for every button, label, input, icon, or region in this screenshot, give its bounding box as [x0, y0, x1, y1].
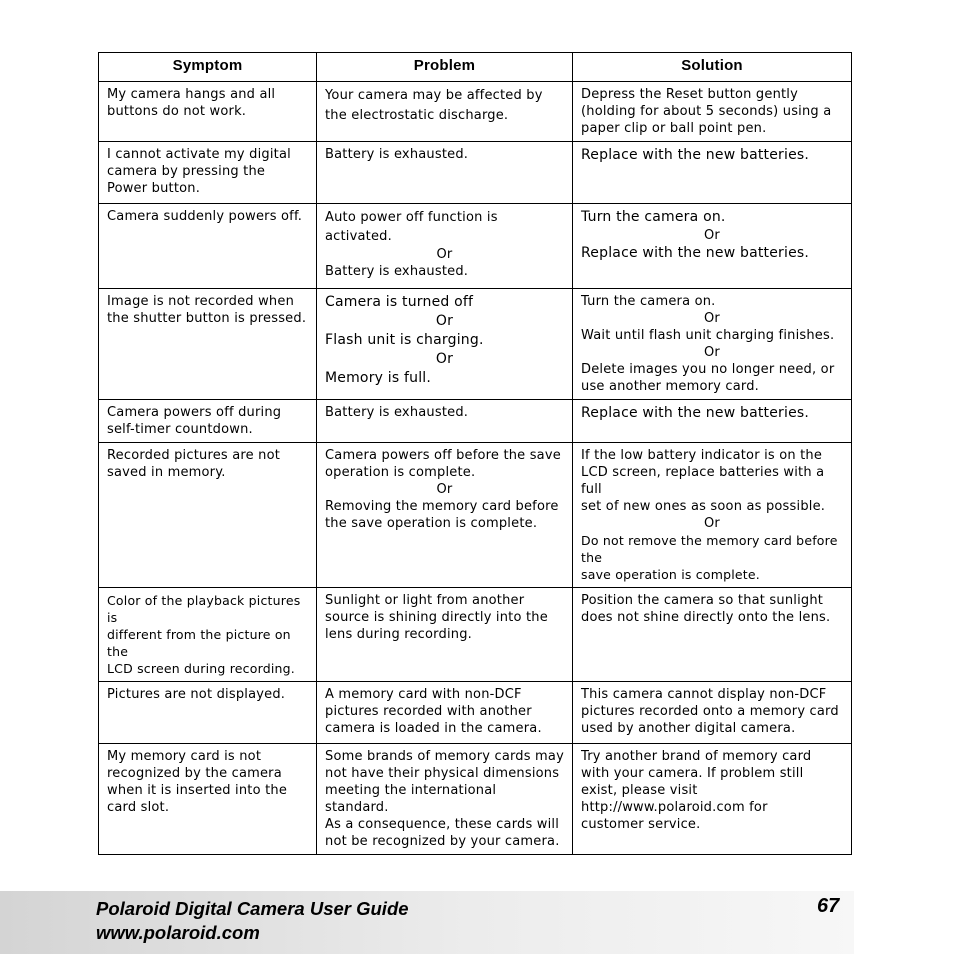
solution-line: Replace with the new batteries. [581, 405, 810, 421]
symptom-cell [99, 443, 317, 588]
symptom-line: Image is not recorded when [107, 294, 295, 309]
solution-line: Do not remove the memory card before the [581, 533, 838, 565]
problem-cell [317, 289, 573, 400]
symptom-line: Recorded pictures are not [107, 448, 281, 463]
solution-cell [573, 204, 852, 289]
footer-url: www.polaroid.com [96, 922, 260, 943]
table-row [99, 588, 852, 682]
problem-line: camera is loaded in the camera. [325, 721, 542, 736]
solution-line: (holding for about 5 seconds) using a [581, 104, 832, 119]
problem-line: the save operation is complete. [325, 516, 538, 531]
problem-cell [317, 682, 573, 744]
symptom-cell [99, 204, 317, 289]
problem-line: source is shining directly into the [325, 610, 548, 625]
table-row [99, 443, 852, 588]
problem-line: Auto power off function is [325, 210, 498, 225]
solution-line: paper clip or ball point pen. [581, 121, 767, 136]
solution-line: This camera cannot display non-DCF [581, 687, 827, 702]
solution-line: Try another brand of memory card [581, 749, 812, 764]
problem-line: As a consequence, these cards will [325, 817, 560, 832]
or-separator: Or [435, 313, 454, 329]
solution-cell [573, 142, 852, 204]
table-row [99, 682, 852, 744]
solution-line: exist, please visit [581, 783, 698, 798]
problem-cell [317, 443, 573, 588]
symptom-line: buttons do not work. [107, 104, 247, 119]
problem-cell [317, 400, 573, 443]
symptom-line: saved in memory. [107, 465, 226, 480]
problem-line: Battery is exhausted. [325, 405, 469, 420]
table-row [99, 142, 852, 204]
solution-cell [573, 682, 852, 744]
problem-line: Camera is turned off [325, 294, 474, 310]
solution-line: with your camera. If problem still [581, 766, 804, 781]
solution-line: used by another digital camera. [581, 721, 796, 736]
problem-line: the electrostatic discharge. [325, 108, 509, 123]
symptom-cell [99, 82, 317, 142]
problem-line: Some brands of memory cards may [325, 749, 564, 764]
problem-cell [317, 744, 573, 855]
solution-line: set of new ones as soon as possible. [581, 499, 826, 514]
solution-cell [573, 289, 852, 400]
problem-line: Camera powers off before the save [325, 448, 561, 463]
symptom-cell [99, 744, 317, 855]
solution-cell [573, 400, 852, 443]
solution-line: If the low battery indicator is on the [581, 448, 823, 463]
problem-line: pictures recorded with another [325, 704, 532, 719]
symptom-line: when it is inserted into the [107, 783, 288, 798]
solution-line: Turn the camera on. [581, 294, 716, 309]
problem-line: Sunlight or light from another [325, 593, 525, 608]
problem-cell [317, 82, 573, 142]
header-solution: Solution [573, 53, 852, 82]
problem-line: meeting the international standard. [325, 783, 497, 815]
problem-cell [317, 204, 573, 289]
problem-line: operation is complete. [325, 465, 476, 480]
header-problem: Problem [317, 53, 573, 82]
symptom-line: Color of the playback pictures is [107, 593, 301, 625]
problem-line: A memory card with non-DCF [325, 687, 522, 702]
problem-line: not be recognized by your camera. [325, 834, 560, 849]
or-separator: Or [704, 228, 720, 243]
problem-line: Flash unit is charging. [325, 332, 484, 348]
or-separator: Or [704, 311, 720, 326]
solution-line: save operation is complete. [581, 567, 760, 582]
table-row [99, 204, 852, 289]
solution-cell [573, 443, 852, 588]
problem-cell [317, 588, 573, 682]
table-row [99, 400, 852, 443]
table-header-row [99, 53, 852, 82]
symptom-cell [99, 142, 317, 204]
or-separator: Or [704, 516, 720, 531]
symptom-line: Pictures are not displayed. [107, 687, 286, 702]
or-separator: Or [436, 247, 453, 262]
solution-line: LCD screen, replace batteries with a full [581, 465, 825, 497]
problem-line: Battery is exhausted. [325, 264, 469, 279]
symptom-line: camera by pressing the [107, 164, 266, 179]
problem-line: lens during recording. [325, 627, 472, 642]
solution-line: does not shine directly onto the lens. [581, 610, 831, 625]
table-row [99, 82, 852, 142]
table-row [99, 744, 852, 855]
solution-line: Replace with the new batteries. [581, 147, 810, 163]
symptom-cell [99, 400, 317, 443]
solution-cell [573, 82, 852, 142]
symptom-line: self-timer countdown. [107, 422, 253, 437]
solution-line: Wait until flash unit charging finishes. [581, 328, 835, 343]
footer-title: Polaroid Digital Camera User Guide [96, 898, 409, 919]
symptom-line: different from the picture on the [107, 627, 291, 659]
symptom-line: Camera suddenly powers off. [107, 209, 303, 224]
solution-line: http://www.polaroid.com for [581, 800, 768, 815]
solution-line: customer service. [581, 817, 701, 832]
symptom-cell [99, 588, 317, 682]
symptom-line: My memory card is not [107, 749, 262, 764]
symptom-line: Camera powers off during [107, 405, 282, 420]
or-separator: Or [436, 482, 453, 497]
problem-line: Memory is full. [325, 370, 432, 386]
page-number: 67 [817, 895, 840, 917]
solution-cell [573, 744, 852, 855]
solution-line: Depress the Reset button gently [581, 87, 799, 102]
solution-cell [573, 588, 852, 682]
symptom-line: the shutter button is pressed. [107, 311, 307, 326]
problem-line: not have their physical dimensions [325, 766, 560, 781]
symptom-line: My camera hangs and all [107, 87, 276, 102]
or-separator: Or [704, 345, 720, 360]
symptom-line: LCD screen during recording. [107, 661, 295, 676]
symptom-cell [99, 289, 317, 400]
symptom-line: card slot. [107, 800, 170, 815]
header-symptom: Symptom [99, 53, 317, 82]
solution-line: Delete images you no longer need, or [581, 362, 835, 377]
solution-line: pictures recorded onto a memory card [581, 704, 839, 719]
symptom-line: Power button. [107, 181, 201, 196]
problem-line: Battery is exhausted. [325, 147, 469, 162]
symptom-line: recognized by the camera [107, 766, 282, 781]
symptom-cell [99, 682, 317, 744]
table-row [99, 289, 852, 400]
troubleshooting-table [98, 52, 852, 855]
solution-line: use another memory card. [581, 379, 759, 394]
problem-line: Removing the memory card before [325, 499, 559, 514]
problem-line: Your camera may be affected by [325, 88, 543, 103]
solution-line: Position the camera so that sunlight [581, 593, 824, 608]
solution-line: Replace with the new batteries. [581, 245, 810, 261]
symptom-line: I cannot activate my digital [107, 147, 291, 162]
page-footer [0, 891, 854, 954]
problem-cell [317, 142, 573, 204]
problem-line: activated. [325, 229, 392, 244]
or-separator: Or [435, 351, 454, 367]
solution-line: Turn the camera on. [581, 209, 726, 225]
